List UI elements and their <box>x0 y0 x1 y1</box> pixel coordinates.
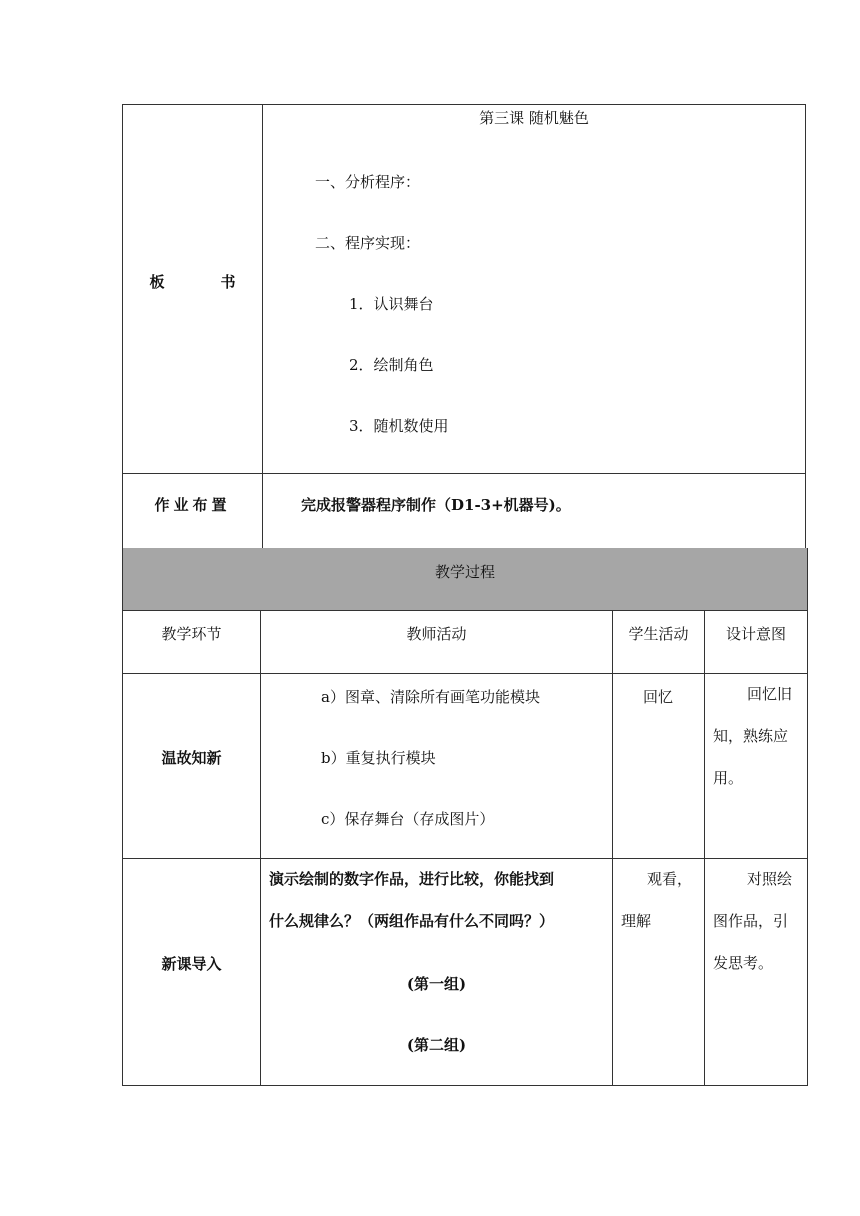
board-label <box>123 271 262 292</box>
intent-text <box>705 858 807 984</box>
header-cell <box>261 611 613 674</box>
homework-content-cell <box>263 474 806 549</box>
header-section: 教学环节 <box>161 625 222 643</box>
board-line-1: 一、分析程序： <box>315 173 421 191</box>
board-homework-table <box>122 104 806 549</box>
process-banner: 教学过程 <box>122 548 808 610</box>
teacher-line: 什么规律么？（两组作品有什么不同吗？） <box>269 912 555 930</box>
teacher-line: 演示绘制的数字作品，进行比较，你能找到 <box>269 870 555 888</box>
student-text <box>613 858 704 942</box>
section-cell <box>123 859 261 1086</box>
board-line-4: 2．绘制角色 <box>349 356 434 374</box>
teacher-item: a）图章、清除所有画笔功能模块 <box>321 688 540 706</box>
header-cell <box>705 611 808 674</box>
teacher-text <box>261 858 612 942</box>
homework-label-cell <box>123 474 263 549</box>
section-label: 温故知新 <box>161 749 222 767</box>
section-label: 新课导入 <box>161 955 222 973</box>
teacher-item: c）保存舞台（存成图片） <box>321 810 495 828</box>
table-header-row <box>123 611 808 674</box>
teacher-cell <box>261 674 613 859</box>
header-intent: 设计意图 <box>725 625 786 643</box>
table-row <box>123 859 808 1086</box>
board-label-a: 板 <box>149 273 165 291</box>
board-content-cell <box>263 105 806 474</box>
homework-label: 作业布置 <box>154 496 231 514</box>
homework-content: 完成报警器程序制作（D1-3+机器号)。 <box>301 496 571 514</box>
teacher-item: b）重复执行模块 <box>321 749 436 767</box>
group-2-label: (第二组) <box>406 1036 467 1054</box>
header-cell <box>123 611 261 674</box>
intent-cell <box>705 859 808 1086</box>
intent-line: 发思考。 <box>713 954 774 972</box>
header-cell <box>613 611 705 674</box>
student-cell <box>613 859 705 1086</box>
header-teacher: 教师活动 <box>406 625 467 643</box>
intent-line: 对照绘 <box>747 870 793 888</box>
table-row <box>123 674 808 859</box>
intent-line: 用。 <box>713 769 744 787</box>
group-1-label: (第一组) <box>406 975 467 993</box>
student-line: 理解 <box>621 912 652 930</box>
student-activity: 回忆 <box>643 688 674 706</box>
teacher-cell <box>261 859 613 1086</box>
section-cell <box>123 674 261 859</box>
intent-line: 知，熟练应 <box>713 727 789 745</box>
board-label-cell <box>123 105 263 474</box>
board-title: 第三课 随机魅色 <box>479 109 589 127</box>
board-label-b: 书 <box>220 273 236 291</box>
student-line: 观看， <box>647 870 693 888</box>
intent-line: 图作品，引 <box>713 912 789 930</box>
process-table <box>122 610 808 1086</box>
board-line-5: 3．随机数使用 <box>349 417 449 435</box>
header-student: 学生活动 <box>628 625 689 643</box>
board-line-2: 二、程序实现： <box>315 234 421 252</box>
board-line-3: 1．认识舞台 <box>349 295 434 313</box>
intent-text <box>705 673 807 799</box>
intent-cell <box>705 674 808 859</box>
student-cell <box>613 674 705 859</box>
intent-line: 回忆旧 <box>747 685 793 703</box>
